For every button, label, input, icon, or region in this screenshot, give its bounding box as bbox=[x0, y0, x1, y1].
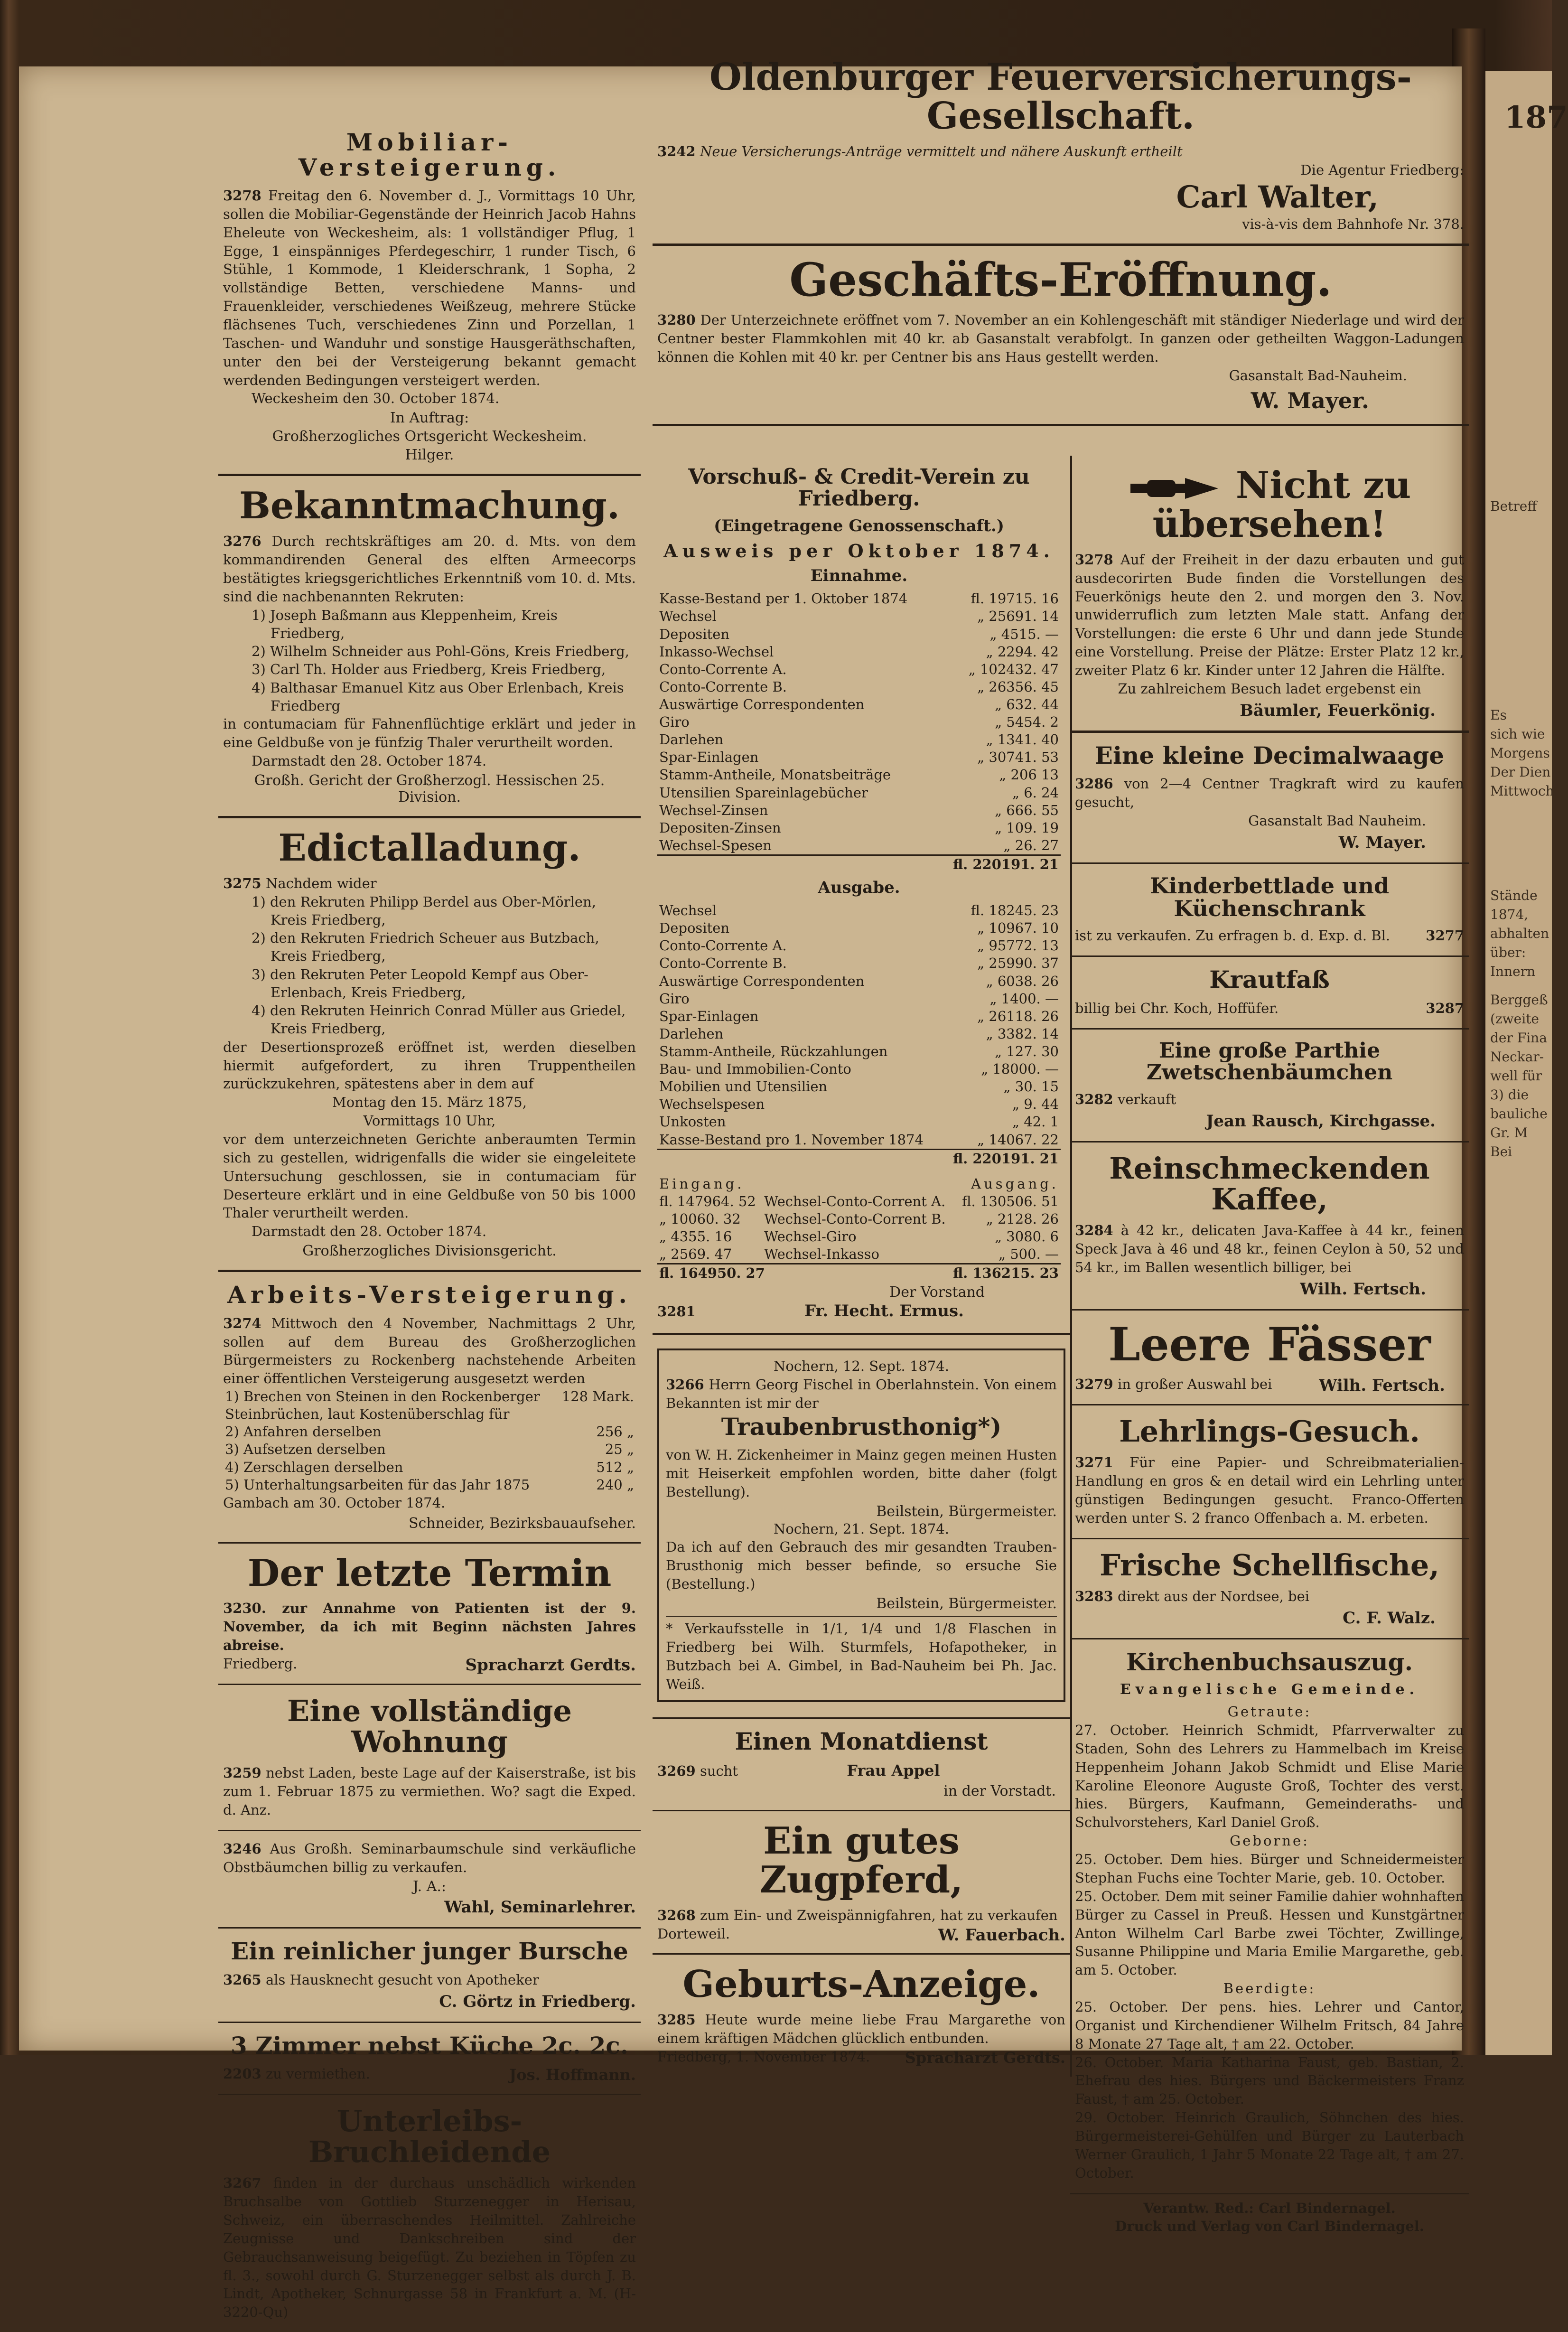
table-row bbox=[657, 902, 1061, 919]
adjacent-fragment: Betreff bbox=[1490, 498, 1537, 514]
row-label: Conto-Corrente B. bbox=[659, 678, 787, 695]
adjacent-fragment: Bei bbox=[1490, 1144, 1512, 1160]
church-entry: 25. October. Der pens. hies. Lehrer und Cantor, Organist und Kirchendiener Wilhelm Fritsch, 84 Jahre 8 Monate 27 Tage alt, † am 22. October. bbox=[1075, 1998, 1464, 2052]
row-label: Conto-Corrente A. bbox=[659, 661, 787, 677]
row-value: „ 25990. 37 bbox=[977, 955, 1059, 972]
table-row: 2) Anfahren derselben 256 „ bbox=[225, 1424, 634, 1440]
ad-text: vor dem unterzeichneten Gerichte anberaumten Termin sich zu gestellen, widrigenfalls die wider sie eingeleitete Untersuchung geschlossen, sie in contumaciam für Deserteure erklärt und in eine Geldbuße von 50 bis 1000 Thaler verurtheilt werden. bbox=[223, 1131, 636, 1221]
row-label: Wechselspesen bbox=[659, 1096, 765, 1113]
row-label: Depositen-Zinsen bbox=[659, 819, 781, 836]
table-row bbox=[657, 837, 1061, 854]
table-row bbox=[657, 937, 1061, 955]
table-row bbox=[657, 1210, 1061, 1228]
ad-header: Nochern, 21. Sept. 1874. bbox=[774, 1520, 949, 1537]
ad-text: 3280 Der Unterzeichnete eröffnet vom 7. November an ein Kohlengeschäft mit ständiger Niederlage und wird der Centner bester Flammkohlen mit 40 kr. ab Gasanstalt verabfolgt. In ganzen oder getheilten Waggon-Ladungen können die Kohlen mit 40 kr. per Centner bis ans Haus gestellt werden. bbox=[657, 312, 1465, 365]
ad-signature: Großherzogliches Ortsgericht Weckesheim. bbox=[272, 428, 587, 445]
recruit-list bbox=[223, 606, 636, 715]
church-entry: 25. October. Dem hies. Bürger und Schneidermeister Stephan Fuchs eine Tochter Marie, geb. 10. October. bbox=[1075, 1851, 1464, 1886]
table-row bbox=[657, 1060, 1061, 1078]
ad-title: Unterleibs-Bruchleidende bbox=[308, 2104, 551, 2170]
ad-title: Nicht zu übersehen! bbox=[1152, 464, 1411, 546]
row-eingang: „ 4355. 16 bbox=[659, 1228, 732, 1245]
row-value: „ 2294. 42 bbox=[986, 643, 1059, 660]
ad-text: in contumaciam für Fahnenflüchtige erklärt und jeder in eine Geldbuße von je fünfzig Thaler verurtheilt worden. bbox=[223, 716, 636, 751]
section-heading: Evangelische Gemeinde. bbox=[1120, 1681, 1419, 1698]
ad-header: Nochern, 12. Sept. 1874. bbox=[774, 1358, 949, 1374]
ad-decimal bbox=[1070, 733, 1469, 864]
row-label: Wechsel-Zinsen bbox=[659, 802, 768, 818]
ad-termin: Vormittags 10 Uhr, bbox=[363, 1113, 496, 1129]
table-row bbox=[657, 1131, 1061, 1149]
imprint bbox=[1070, 2194, 1469, 2241]
row-value: „ 666. 55 bbox=[995, 802, 1059, 818]
row-label: Wechsel-Inkasso bbox=[764, 1246, 880, 1263]
honig-box bbox=[657, 1349, 1065, 1702]
adjacent-fragment: Neckar- bbox=[1490, 1049, 1544, 1065]
table-row: 4) Zerschlagen derselben 512 „ bbox=[225, 1459, 634, 1475]
table-row: 3) Aufsetzen derselben 25 „ bbox=[225, 1441, 634, 1458]
ad-signature: Bäumler, Feuerkönig. bbox=[1240, 701, 1436, 720]
section-heading: Geborne: bbox=[1230, 1833, 1309, 1849]
ad-title: Arbeits-Versteigerung. bbox=[227, 1281, 632, 1309]
ad-title: Geschäfts-Eröffnung. bbox=[789, 253, 1332, 307]
table-row bbox=[657, 766, 1061, 784]
ad-signature-line: Dorteweil. W. Fauerbach. bbox=[657, 1925, 1065, 1945]
page-number: 187 bbox=[1504, 100, 1568, 135]
table-row: fl. 220191. 21 bbox=[657, 1149, 1061, 1168]
imprint-publisher: Druck und Verlag von Carl Bindernagel. bbox=[1115, 2218, 1424, 2235]
table-row bbox=[657, 1008, 1061, 1025]
ad-text: 3278 Freitag den 6. November d. J., Vormittags 10 Uhr, sollen die Mobiliar-Gegenstände der Heinrich Jacob Hahns Eheleute von Weckesheim, als: 1 vollständiger Pflug, 1 Egge, 1 einspänniges Pferdegeschirr, 1 runder Tisch, 6 Stühle, 1 Kommode, 1 Kleiderschrank, 1 Sopha, 2 vollständige Betten, verschiedene Manns- und Frauenkleider, verschiedenes Weißzeug, mehrere Stücke flächsenes Tuch, verschiedenes Zinn und Porzellan, 1 Taschen- und Wanduhr und sonstige Hausgeräthschaften, unter den bei der Versteigerung bekannt gemacht werdenden Bedingungen versteigert werden. bbox=[223, 187, 636, 388]
ad-signature: Beilstein, Bürgermeister. bbox=[876, 1503, 1057, 1520]
ad-text: 3284 à 42 kr., delicaten Java-Kaffee à 44 kr., feinen Speck Java à 46 und 48 kr., feinen Ceylon à 50, 52 und 54 kr., im Ballen wesentlich billiger, bei bbox=[1075, 1222, 1464, 1275]
ad-title: Bekanntmachung. bbox=[239, 484, 620, 528]
eingang-ausgang-table bbox=[657, 1175, 1061, 1193]
table-row bbox=[657, 990, 1061, 1008]
ad-title: Eine kleine Decimalwaage bbox=[1094, 741, 1445, 769]
ad-place: Gasanstalt Bad Nauheim. bbox=[1248, 812, 1426, 829]
row-value: „ 1400. — bbox=[989, 990, 1059, 1007]
row-value: „ 6. 24 bbox=[1012, 784, 1059, 801]
table-row bbox=[657, 919, 1061, 937]
ad-title-row bbox=[1075, 466, 1464, 544]
table-row bbox=[657, 696, 1061, 713]
recruit-list bbox=[223, 893, 636, 1038]
ad-text: 3275 Nachdem wider bbox=[223, 875, 377, 891]
row-value: fl. 18245. 23 bbox=[971, 902, 1059, 919]
ad-wohnung bbox=[218, 1685, 641, 1831]
ad-title: Krautfaß bbox=[1209, 965, 1330, 994]
list-item: 2) Wilhelm Schneider aus Pohl-Göns, Kreis Friedberg, bbox=[252, 643, 630, 660]
adjacent-fragment: über: bbox=[1490, 945, 1526, 960]
table-row bbox=[657, 1193, 1061, 1210]
row-label: Wechsel-Spesen bbox=[659, 837, 772, 853]
row-value: „ 5454. 2 bbox=[995, 714, 1059, 731]
row-value: „ 3382. 14 bbox=[986, 1025, 1059, 1042]
ad-title: 3 Zimmer nebst Küche 2c. 2c. bbox=[230, 2031, 629, 2060]
ad-date: Weckesheim den 30. October 1874. bbox=[252, 390, 500, 407]
row-value: „ 26. 27 bbox=[1003, 837, 1059, 853]
row-value: „ 14067. 22 bbox=[977, 1131, 1059, 1148]
ad-text: 3267 finden in der durchaus unschädlich wirkenden Bruchsalbe von Gottlieb Sturzenegger in Herisau, Schweiz, ein überraschendes Heilmittel. Zahlreiche Zeugnisse und Dankschreiben sind der Gebrauchsanweisung beigefügt. Zu beziehen in Töpfen zu fl. 3., sowohl durch G. Sturzenegger selbst als durch J. B. Lindt, Apotheker, Schnurgasse 58 in Frankfurt a. M. (H-3220-Qu) bbox=[223, 2175, 636, 2321]
ad-title: Eine vollständige Wohnung bbox=[287, 1693, 572, 1760]
ad-signature: Großherzogliches Divisionsgericht. bbox=[302, 1243, 557, 1260]
section-heading: Getraute: bbox=[1227, 1704, 1312, 1720]
adjacent-fragment: Stände bbox=[1490, 888, 1538, 903]
ad-signature: W. Mayer. bbox=[1338, 833, 1426, 852]
table-row bbox=[657, 1025, 1061, 1043]
row-ausgang: „ 500. — bbox=[998, 1246, 1059, 1263]
row-label: Giro bbox=[659, 990, 690, 1007]
column-left bbox=[218, 57, 641, 2332]
ad-monatdienst bbox=[653, 1719, 1070, 1811]
ad-lehrling bbox=[1070, 1405, 1469, 1539]
ad-text: 3276 Durch rechtskräftiges am 20. d. Mts. von dem kommandirenden General des elften Armeecorps bestätigtes kriegsgerichtliches Erkenntniß vom 10. d. Mts. sind die nachbenannten Rekruten: bbox=[223, 533, 636, 605]
table-row: 1) Brechen von Steinen in den Rockenberger Steinbrüchen, laut Kostenüberschlag für 128 Mark. bbox=[225, 1388, 634, 1423]
ad-signature: Beilstein, Bürgermeister. bbox=[876, 1595, 1057, 1612]
table-row bbox=[657, 802, 1061, 819]
church-entry: 25. October. Dem mit seiner Familie dahier wohnhaften Bürger zu Cassel in Preuß. Hessen und Kunstgärtner Anton Wilhelm Carl Barbe zwei Töchter, Zwillinge, Susanne Philippine und Maria Emilie Margarethe, geb. am 5. October. bbox=[1075, 1888, 1464, 1978]
row-value: „ 10967. 10 bbox=[977, 920, 1059, 937]
row-label: Stamm-Antheile, Monatsbeiträge bbox=[659, 767, 891, 783]
row-label: Auswärtige Correspondenten bbox=[659, 973, 865, 989]
ad-title: Kirchenbuchsauszug. bbox=[1126, 1648, 1413, 1676]
row-label: Utensilien Spareinlagebücher bbox=[659, 784, 868, 801]
row-value: „ 26118. 26 bbox=[977, 1008, 1059, 1024]
ad-schellfisch bbox=[1070, 1539, 1469, 1639]
ad-text: 3266 Herrn Georg Fischel in Oberlahnstein. Von einem Bekannten ist mir der bbox=[666, 1376, 1057, 1411]
ad-auftrag: In Auftrag: bbox=[390, 410, 469, 427]
row-value: „ 102432. 47 bbox=[968, 661, 1059, 677]
row-label: Darlehen bbox=[659, 1025, 724, 1042]
ad-zwetsch bbox=[1070, 1030, 1469, 1143]
row-value: „ 206 13 bbox=[999, 767, 1059, 783]
ad-place: Gasanstalt Bad-Nauheim. bbox=[1229, 367, 1407, 384]
ad-faesser bbox=[1070, 1311, 1469, 1406]
ad-signature: Wahl, Seminarlehrer. bbox=[444, 1898, 636, 1917]
ad-seminar bbox=[218, 1831, 641, 1929]
ad-title: Vorschuß- & Credit-Verein zu Friedberg. bbox=[688, 465, 1030, 511]
ad-title: Kinderbettlade und Küchenschrank bbox=[1149, 872, 1390, 922]
ad-text: 3278 Auf der Freiheit in der dazu erbauten und gut ausdecorirten Bude finden die Vorstellungen des Feuerkönigs heute den 2. und morgen den 3. Nov. unwiderruflich zum letzten Male statt. Anfang der Vorstellungen: die erste 6 Uhr und dann jede Stunde eine Vorstellung. Preise der Plätze: Erster Platz 12 kr., zweiter Platz 6 kr. Kinder unter 12 Jahren die Hälfte. bbox=[1075, 551, 1465, 678]
adjacent-fragment: 1874, bbox=[1490, 907, 1529, 922]
ad-bruch bbox=[218, 2095, 641, 2332]
eingang-ausgang-rows bbox=[657, 1193, 1061, 1263]
ad-bursche bbox=[218, 1929, 641, 2023]
table-row bbox=[657, 1113, 1061, 1131]
ad-verein bbox=[653, 456, 1070, 1335]
table-row bbox=[657, 643, 1061, 661]
ad-text: 3282 verkauft bbox=[1075, 1091, 1176, 1107]
adjacent-page bbox=[1485, 71, 1568, 2055]
row-label: Auswärtige Correspondenten bbox=[659, 696, 865, 713]
einnahme-table bbox=[657, 590, 1061, 854]
adjacent-fragment: abhalten bbox=[1490, 926, 1549, 941]
ad-signature: Hilger. bbox=[405, 447, 454, 464]
ad-vorstand: Der Vorstand bbox=[889, 1284, 985, 1301]
ad-krautfass bbox=[1070, 957, 1469, 1029]
ad-text: von W. H. Zickenheimer in Mainz gegen meinen Husten mit Heiserkeit empfohlen worden, bitte daher (folgt Bestellung). bbox=[666, 1447, 1057, 1500]
adjacent-fragment: 3) die bbox=[1490, 1087, 1529, 1103]
ad-text: 3246 Aus Großh. Seminarbaumschule sind verkäufliche Obstbäumchen billig zu verkaufen. bbox=[223, 1840, 636, 1875]
ad-signature: W. Mayer. bbox=[1251, 387, 1369, 413]
row-value: „ 30741. 53 bbox=[977, 749, 1059, 766]
row-label: Wechsel-Conto-Corrent B. bbox=[764, 1210, 946, 1227]
adjacent-fragment: Gr. M bbox=[1490, 1125, 1528, 1141]
list-item: 1) Joseph Baßmann aus Kleppenheim, Kreis Friedberg, bbox=[252, 607, 558, 641]
row-label: Kasse-Bestand pro 1. November 1874 bbox=[659, 1131, 924, 1148]
row-label: Conto-Corrente B. bbox=[659, 955, 787, 972]
ad-signature: C. Görtz in Friedberg. bbox=[439, 1992, 636, 2011]
row-value: „ 26356. 45 bbox=[977, 678, 1059, 695]
ad-title: Einen Monatdienst bbox=[735, 1727, 988, 1755]
ad-signature: C. F. Walz. bbox=[1343, 1608, 1436, 1628]
section-heading: Ausgabe. bbox=[818, 878, 900, 898]
ad-subtitle: (Eingetragene Genossenschaft.) bbox=[714, 516, 1004, 536]
row-label: Spar-Einlagen bbox=[659, 1008, 759, 1024]
ad-termin bbox=[218, 1544, 641, 1685]
adjacent-fragment: der Fina bbox=[1490, 1030, 1547, 1046]
row-label: Inkasso-Wechsel bbox=[659, 643, 774, 660]
church-entry: 27. October. Heinrich Schmidt, Pfarrverwalter zu Staden, Sohn des Lehrers zu Hammelbach im Kreise Heppenheim Johann Jakob Schmidt und Elise Marie Karoline Eleonore Auguste Groß, Tochter des verst. hies. Bürgers, Kaufmann, Gemeinderaths- und Schulvorstehers, Karl Daniel Groß. bbox=[1075, 1722, 1464, 1831]
row-label: Wechsel bbox=[659, 608, 717, 625]
pointing-hand-icon bbox=[1128, 474, 1223, 503]
ad-signature-line: Friedberg, 1. November 1874. Spracharzt Gerdts. bbox=[657, 2048, 1065, 2067]
row-label: Wechsel bbox=[659, 902, 717, 919]
row-label: Wechsel-Conto-Corrent A. bbox=[764, 1193, 946, 1209]
table-row bbox=[657, 819, 1061, 837]
row-eingang: „ 2569. 47 bbox=[659, 1246, 732, 1263]
adjacent-fragment: Morgens bbox=[1490, 745, 1550, 761]
ad-text: 3265 als Hausknecht gesucht von Apotheker bbox=[223, 1971, 539, 1988]
row-value: „ 25691. 14 bbox=[977, 608, 1059, 625]
ad-text: 3269 sucht Frau Appel bbox=[657, 1761, 940, 1779]
adjacent-fragment: sich wie bbox=[1490, 726, 1545, 742]
table-row bbox=[657, 955, 1061, 972]
ad-address: vis-à-vis dem Bahnhofe Nr. 378. bbox=[1242, 215, 1464, 232]
column-middle bbox=[653, 456, 1072, 2077]
row-value: „ 30. 15 bbox=[1003, 1078, 1059, 1095]
list-item: 1) den Rekruten Philipp Berdel aus Ober-Mörlen, Kreis Friedberg, bbox=[252, 893, 596, 928]
table-row bbox=[657, 1246, 1061, 1263]
ad-geburt bbox=[653, 1955, 1070, 2076]
ad-title: Frische Schellfische, bbox=[1100, 1547, 1439, 1583]
row-label: Bau- und Immobilien-Conto bbox=[659, 1061, 851, 1077]
table-row bbox=[657, 784, 1061, 802]
table-row: fl. 164950. 27 fl. 136215. 23 bbox=[657, 1264, 1061, 1283]
ad-ausweis: Ausweis per Oktober 1874. bbox=[663, 540, 1055, 562]
list-item: 2) den Rekruten Friedrich Scheuer aus Butzbach, Kreis Friedberg, bbox=[252, 930, 599, 965]
ausgabe-table bbox=[657, 902, 1061, 1149]
row-label: Unkosten bbox=[659, 1114, 726, 1130]
ad-invite: Zu zahlreichem Besuch ladet ergebenst ein bbox=[1118, 680, 1421, 697]
column-right bbox=[1070, 456, 1469, 2240]
ad-text: 3274 Mittwoch den 4 November, Nachmittags 2 Uhr, sollen auf dem Bureau des Großherzoglichen Bürgermeisters zu Rockenberg nachstehende Arbeiten einer öffentlichen Versteigerung ausgesetzt werden bbox=[223, 1315, 636, 1387]
ad-signature: Jean Rausch, Kirchgasse. bbox=[1206, 1111, 1436, 1131]
ad-title: Lehrlings-Gesuch. bbox=[1119, 1414, 1420, 1449]
table-row bbox=[657, 731, 1061, 749]
row-label: Giro bbox=[659, 714, 690, 731]
list-item: 3) Carl Th. Holder aus Friedberg, Kreis Friedberg, bbox=[252, 661, 606, 678]
row-label: Kasse-Bestand per 1. Oktober 1874 bbox=[659, 590, 908, 607]
adjacent-fragment: Innern bbox=[1490, 964, 1536, 979]
ad-oldenburger-box bbox=[653, 47, 1469, 246]
ad-kinderbett bbox=[1070, 864, 1469, 957]
ad-product: Traubenbrusthonig*) bbox=[721, 1412, 1002, 1441]
table-row bbox=[657, 749, 1061, 766]
list-item: 3) den Rekruten Peter Leopold Kempf aus Ober-Erlenbach, Kreis Friedberg, bbox=[252, 966, 588, 1001]
ad-uebersehen bbox=[1070, 456, 1469, 733]
ad-title: Ein reinlicher junger Bursche bbox=[231, 1937, 628, 1966]
ad-text: 3283 direkt aus der Nordsee, bei bbox=[1075, 1588, 1310, 1604]
ad-title: Der letzte Termin bbox=[247, 1551, 612, 1595]
adjacent-fragment: Es bbox=[1490, 707, 1507, 723]
ad-eroeffnung bbox=[653, 246, 1469, 426]
table-row bbox=[657, 661, 1061, 678]
ad-text: 3268 zum Ein- und Zweispännigfahren, hat zu verkaufen bbox=[657, 1907, 1058, 1923]
row-value: „ 9. 44 bbox=[1012, 1096, 1059, 1113]
ad-title: Reinschmeckenden Kaffee, bbox=[1109, 1151, 1430, 1217]
row-label: Darlehen bbox=[659, 731, 724, 748]
ad-text: 3286 von 2—4 Centner Tragkraft wird zu kaufen gesucht, bbox=[1075, 776, 1464, 811]
adjacent-fragment: Mittwoch bbox=[1490, 783, 1554, 799]
ad-ia: J. A.: bbox=[412, 1878, 447, 1895]
ad-signature-line: 3281 Fr. Hecht. Ermus. bbox=[657, 1302, 964, 1321]
row-value: fl. 19715. 16 bbox=[971, 590, 1059, 607]
row-label: Conto-Corrente A. bbox=[659, 937, 787, 954]
adjacent-fragment: Berggeß bbox=[1490, 992, 1548, 1008]
church-entry: 26. October. Maria Katharina Faust, geb. Bastian, 2. Ehefrau des hies. Bürgers und Bäckermeisters Franz Faust, † am 25. October. bbox=[1075, 2054, 1464, 2107]
row-ausgang: fl. 130506. 51 bbox=[962, 1193, 1059, 1209]
table-row bbox=[657, 713, 1061, 731]
row-label: Spar-Einlagen bbox=[659, 749, 759, 766]
row-value: „ 18000. — bbox=[981, 1061, 1059, 1077]
ad-text: 3230. zur Annahme von Patienten ist der 9. November, da ich mit Beginn nächsten Jahres abreise. bbox=[223, 1600, 636, 1654]
row-label: Depositen bbox=[659, 626, 730, 642]
section-heading: Beerdigte: bbox=[1223, 1980, 1316, 1997]
ad-title: Oldenburger Feuerversicherungs-Gesellschaft. bbox=[709, 56, 1412, 138]
row-value: „ 95772. 13 bbox=[977, 937, 1059, 954]
adjacent-fragment: well für bbox=[1490, 1068, 1542, 1084]
ad-termin: Montag den 15. März 1875, bbox=[332, 1094, 527, 1111]
table-row: fl. 220191. 21 bbox=[657, 855, 1061, 874]
ad-zugpferd bbox=[653, 1811, 1070, 1955]
work-table bbox=[223, 1388, 636, 1494]
row-value: „ 6038. 26 bbox=[986, 973, 1059, 989]
row-value: „ 127. 30 bbox=[995, 1043, 1059, 1059]
table-row bbox=[657, 973, 1061, 990]
table-row bbox=[657, 1228, 1061, 1246]
table-row bbox=[657, 608, 1061, 625]
ad-text: ist zu verkaufen. Zu erfragen b. d. Exp. d. Bl. 3277 bbox=[1075, 927, 1464, 944]
row-ausgang: „ 3080. 6 bbox=[995, 1228, 1059, 1245]
table-row bbox=[657, 1096, 1061, 1113]
ad-date: Darmstadt den 28. October 1874. bbox=[252, 752, 487, 769]
ad-oldenburger bbox=[653, 47, 1469, 426]
row-value: „ 632. 44 bbox=[995, 696, 1059, 713]
row-label: Depositen bbox=[659, 920, 730, 937]
ad-date: Gambach am 30. October 1874. bbox=[223, 1494, 446, 1511]
ad-kirchen bbox=[1070, 1639, 1469, 2194]
table-row bbox=[657, 678, 1061, 696]
row-label: Mobilien und Utensilien bbox=[659, 1078, 828, 1095]
row-ausgang: „ 2128. 26 bbox=[986, 1210, 1059, 1227]
ad-text: billig bei Chr. Koch, Hoffüfer. 3287 bbox=[1075, 1000, 1464, 1016]
adjacent-fragment: Der Dien bbox=[1490, 764, 1551, 780]
ad-edictal bbox=[218, 818, 641, 1272]
row-value: „ 109. 19 bbox=[995, 819, 1059, 836]
ad-footnote: * Verkaufsstelle in 1/1, 1/4 und 1/8 Flaschen in Friedberg bei Wilh. Sturmfels, Hofapotheker, in Butzbach bei A. Gimbel, in Bad-Nauheim bei Ph. Jac. Weiß. bbox=[666, 1616, 1057, 1693]
list-item: 4) Balthasar Emanuel Kitz aus Ober Erlenbach, Kreis Friedberg bbox=[252, 679, 624, 714]
row-value: „ 1341. 40 bbox=[986, 731, 1059, 748]
church-entry: 29. October. Heinrich Graulich, Söhnchen des hies. Bürgermeisterei-Gehülfen und Bürger zu Lauterbach Werner Graulich, 1 Jahr 5 Monate 22 Tage alt, † am 27. October. bbox=[1075, 2109, 1464, 2181]
ad-agency: Die Agentur Friedberg: bbox=[1300, 161, 1464, 178]
ad-title: Mobiliar-Versteigerung. bbox=[298, 128, 561, 181]
table-row bbox=[657, 1078, 1061, 1096]
ad-signature-line: Friedberg. Spracharzt Gerdts. bbox=[223, 1656, 636, 1675]
ad-date: Darmstadt den 28. October 1874. bbox=[252, 1223, 487, 1240]
ad-zimmer bbox=[218, 2023, 641, 2095]
row-eingang: „ 10060. 32 bbox=[659, 1210, 741, 1227]
list-item: 4) den Rekruten Heinrich Conrad Müller aus Griedel, Kreis Friedberg, bbox=[252, 1002, 626, 1037]
ad-signature: Carl Walter, bbox=[1176, 179, 1379, 215]
ad-bekanntmachung bbox=[218, 476, 641, 818]
ad-kaffee bbox=[1070, 1143, 1469, 1311]
table-row: Eingang. Ausgang. bbox=[659, 1175, 1059, 1192]
ad-title: Leere Fässer bbox=[1108, 1317, 1431, 1371]
ad-signature: Wilh. Fertsch. bbox=[1300, 1279, 1426, 1299]
ad-text: Da ich auf den Gebrauch des mir gesandten Trauben-Brusthonig mich besser befinde, so ersuche Sie (Bestellung.) bbox=[666, 1539, 1057, 1592]
adjacent-fragment: bauliche bbox=[1490, 1106, 1548, 1122]
ad-title: Ein gutes Zugpferd, bbox=[759, 1819, 963, 1901]
ad-signature: in der Vorstadt. bbox=[943, 1782, 1056, 1799]
imprint-editor: Verantw. Red.: Carl Bindernagel. bbox=[1143, 2200, 1396, 2216]
row-value: „ 42. 1 bbox=[1012, 1114, 1059, 1130]
ad-mobiliar bbox=[218, 57, 641, 476]
ad-text: der Desertionsprozeß eröffnet ist, werden dieselben hiermit aufgefordert, zu ihren Truppentheilen zurückzukehren, spätestens aber in dem auf bbox=[223, 1039, 636, 1092]
ad-title: Edictalladung. bbox=[278, 826, 581, 870]
ad-text: 3259 nebst Laden, beste Lage auf der Kaiserstraße, ist bis zum 1. Februar 1875 zu vermiethen. Wo? sagt die Exped. d. Anz. bbox=[223, 1765, 636, 1818]
ad-honig bbox=[653, 1335, 1070, 1719]
ad-title: Geburts-Anzeige. bbox=[682, 1963, 1040, 2006]
ad-signature: Großh. Gericht der Großherzogl. Hessischen 25. Division. bbox=[254, 772, 605, 805]
ad-text: 3285 Heute wurde meine liebe Frau Margarethe von einem kräftigen Mädchen glücklich entbunden. bbox=[657, 2012, 1066, 2047]
ad-arbeits bbox=[218, 1272, 641, 1543]
row-eingang: fl. 147964. 52 bbox=[659, 1193, 756, 1209]
ad-text: 2203 zu vermiethen. Jos. Hoffmann. bbox=[223, 2066, 636, 2084]
row-value: „ 4515. — bbox=[989, 626, 1059, 642]
section-heading: Einnahme. bbox=[810, 566, 908, 586]
table-row bbox=[657, 1043, 1061, 1060]
ad-text: 3279 in großer Auswahl bei Wilh. Fertsch. bbox=[1075, 1376, 1445, 1395]
ad-text: 3242 Neue Versicherungs-Anträge vermittelt und nähere Auskunft ertheilt bbox=[657, 143, 1183, 159]
ad-signature: Schneider, Bezirksbauaufseher. bbox=[408, 1515, 636, 1532]
table-row bbox=[657, 590, 1061, 608]
row-label: Wechsel-Giro bbox=[764, 1228, 857, 1245]
table-row: 5) Unterhaltungsarbeiten für das Jahr 1875 240 „ bbox=[225, 1476, 634, 1493]
ad-text: 3271 Für eine Papier- und Schreibmaterialien-Handlung en gros & en detail wird ein Lehrling unter günstigen Bedingungen gesucht. Franco-Offerten werden unter S. 2 franco Offenbach a. M. erbeten. bbox=[1075, 1454, 1465, 1526]
row-label: Stamm-Antheile, Rückzahlungen bbox=[659, 1043, 888, 1059]
ad-title: Eine große Parthie Zwetschenbäumchen bbox=[1146, 1038, 1393, 1085]
adjacent-fragment: (zweite bbox=[1490, 1011, 1539, 1027]
table-row bbox=[657, 626, 1061, 643]
